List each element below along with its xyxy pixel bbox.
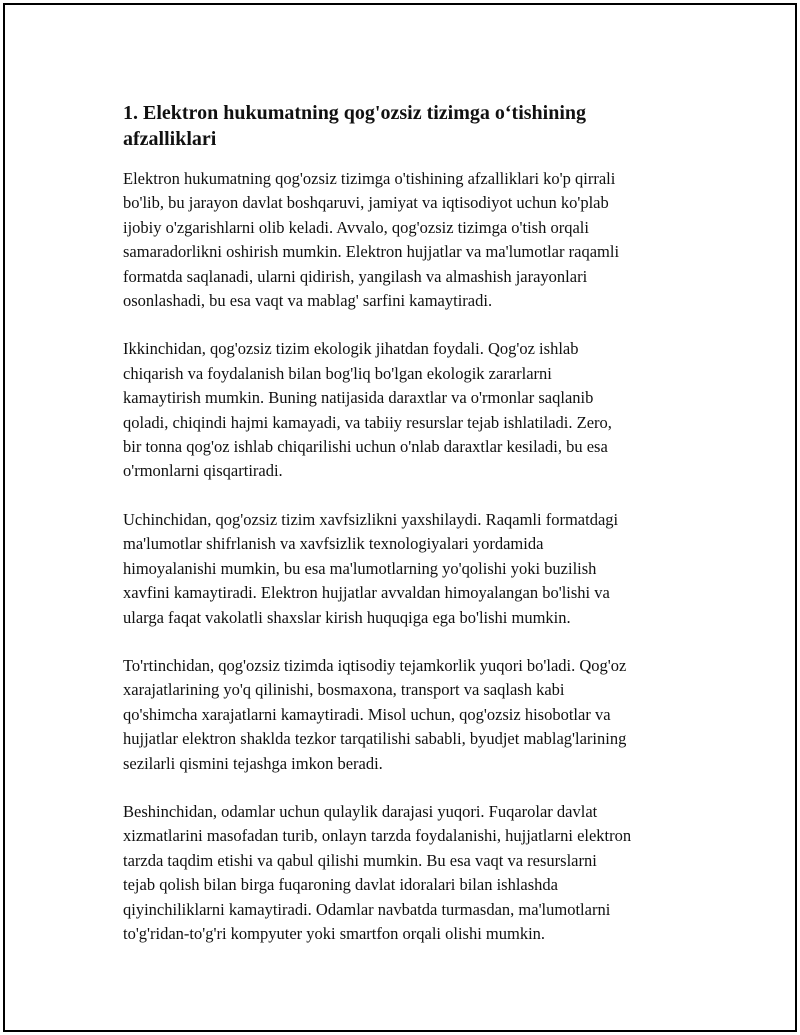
text-line: o'rmonlarni qisqartiradi. bbox=[123, 461, 283, 481]
text-line: osonlashadi, bu esa vaqt va mablag' sarfini kamaytiradi. bbox=[123, 291, 493, 311]
text-line: tejab qolish bilan birga fuqaroning davlat idoralari bilan ishlashda bbox=[123, 875, 559, 895]
section-heading bbox=[120, 100, 700, 152]
text-line: kamaytirish mumkin. Buning natijasida daraxtlar va o'rmonlar saqlanib bbox=[123, 388, 594, 408]
paragraph-1 bbox=[120, 167, 700, 313]
paragraph-4 bbox=[120, 654, 700, 776]
paragraph-5 bbox=[120, 800, 700, 946]
text-line: samaradorlikni oshirish mumkin. Elektron hujjatlar va ma'lumotlar raqamli bbox=[123, 242, 620, 262]
text-line: qo'shimcha xarajatlarni kamaytiradi. Misol uchun, qog'ozsiz hisobotlar va bbox=[123, 704, 611, 724]
text-line: Ikkinchidan, qog'ozsiz tizim ekologik jihatdan foydali. Qog'oz ishlab bbox=[123, 339, 579, 359]
text-line: Uchinchidan, qog'ozsiz tizim xavfsizlikni yaxshilaydi. Raqamli formatdagi bbox=[123, 509, 619, 529]
text-line: sezilarli qismini tejashga imkon beradi. bbox=[123, 753, 383, 773]
text-line: hujjatlar elektron shaklda tezkor tarqatilishi sababli, byudjet mablag'larining bbox=[123, 729, 627, 749]
text-line: xarajatlarining yo'q qilinishi, bosmaxona, transport va saqlash kabi bbox=[123, 680, 565, 700]
heading-line: 1. Elektron hukumatning qog'ozsiz tizimga o‘tishining bbox=[123, 102, 587, 124]
text-line: ijobiy o'zgarishlarni olib keladi. Avvalo, qog'ozsiz tizimga o'tish orqali bbox=[123, 217, 589, 237]
text-line: formatda saqlanadi, ularni qidirish, yangilash va almashish jarayonlari bbox=[123, 266, 588, 286]
paragraph-3 bbox=[120, 508, 700, 630]
document-body bbox=[120, 100, 700, 970]
text-line: tarzda taqdim etishi va qabul qilishi mumkin. Bu esa vaqt va resurslarni bbox=[123, 850, 597, 870]
text-line: xavfini kamaytiradi. Elektron hujjatlar avvaldan himoyalangan bo'lishi va bbox=[123, 583, 610, 603]
text-line: Beshinchidan, odamlar uchun qulaylik darajasi yuqori. Fuqarolar davlat bbox=[123, 801, 598, 821]
text-line: chiqarish va foydalanish bilan bog'liq bo'lgan ekologik zararlarni bbox=[123, 363, 552, 383]
text-line: ma'lumotlar shifrlanish va xavfsizlik texnologiyalari yordamida bbox=[123, 534, 544, 554]
text-line: himoyalanishi mumkin, bu esa ma'lumotlarning yo'qolishi yoki buzilish bbox=[123, 558, 597, 578]
text-line: to'g'ridan-to'g'ri kompyuter yoki smartfon orqali olishi mumkin. bbox=[123, 923, 546, 943]
page-frame bbox=[3, 3, 797, 1032]
text-line: qiyinchiliklarni kamaytiradi. Odamlar navbatda turmasdan, ma'lumotlarni bbox=[123, 899, 611, 919]
text-line: qoladi, chiqindi hajmi kamayadi, va tabiiy resurslar tejab ishlatiladi. Zero, bbox=[123, 412, 612, 432]
heading-line: afzalliklari bbox=[123, 128, 217, 150]
text-line: bo'lib, bu jarayon davlat boshqaruvi, jamiyat va iqtisodiyot uchun ko'plab bbox=[123, 193, 609, 213]
paragraph-2 bbox=[120, 337, 700, 483]
text-line: To'rtinchidan, qog'ozsiz tizimda iqtisodiy tejamkorlik yuqori bo'ladi. Qog'oz bbox=[123, 655, 627, 675]
text-line: xizmatlarini masofadan turib, onlayn tarzda foydalanishi, hujjatlarni elektron bbox=[123, 826, 632, 846]
text-line: Elektron hukumatning qog'ozsiz tizimga o'tishining afzalliklari ko'p qirrali bbox=[123, 169, 616, 188]
text-line: bir tonna qog'oz ishlab chiqarilishi uchun o'nlab daraxtlar kesiladi, bu esa bbox=[123, 437, 608, 457]
text-line: ularga faqat vakolatli shaxslar kirish huquqiga ega bo'lishi mumkin. bbox=[123, 607, 571, 627]
